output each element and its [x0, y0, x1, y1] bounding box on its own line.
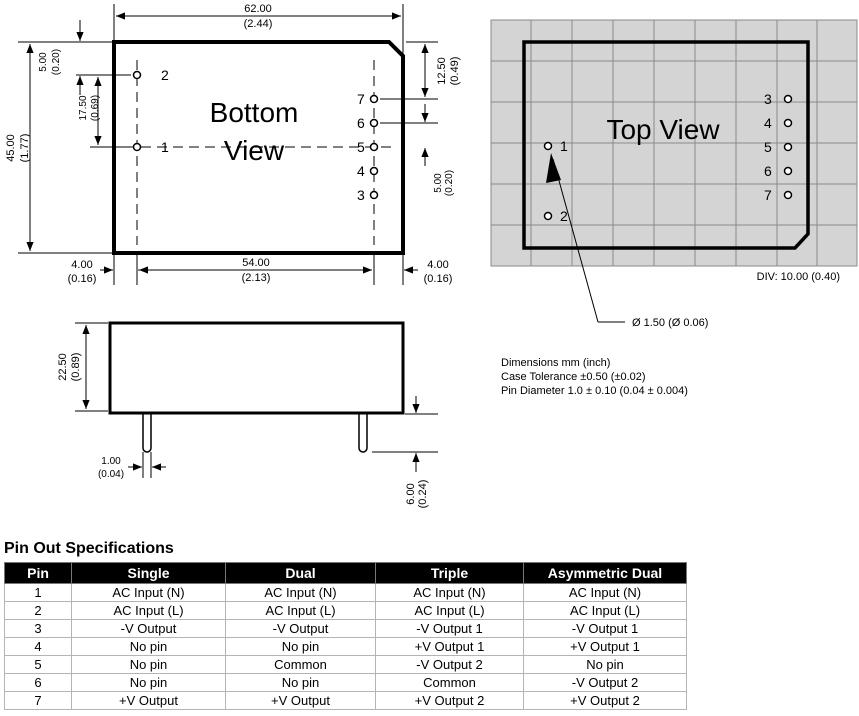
dim-span-in: (2.13): [241, 272, 271, 284]
dim-pin2-top-in: (0.20): [51, 48, 62, 76]
table-cell: AC Input (N): [524, 584, 687, 602]
dim-width-in: (2.44): [243, 18, 273, 30]
table-cell: No pin: [72, 656, 226, 674]
side-view: [75, 323, 438, 478]
table-cell: No pin: [72, 674, 226, 692]
pin-label: 4: [357, 163, 365, 179]
table-cell: -V Output: [226, 620, 376, 638]
table-row: [5, 620, 687, 638]
table-cell: AC Input (N): [376, 584, 524, 602]
table-cell: -V Output 1: [376, 620, 524, 638]
table-cell: +V Output 1: [524, 638, 687, 656]
table-cell: +V Output 1: [376, 638, 524, 656]
table-cell: +V Output: [226, 692, 376, 710]
dimension-notes: [501, 357, 688, 397]
dim-pin-width-mm: 1.00: [101, 456, 121, 467]
pinout-table: [4, 562, 687, 710]
pin-label: 1: [161, 139, 169, 155]
pin-label: 7: [357, 91, 365, 107]
table-cell: -V Output 1: [524, 620, 687, 638]
table-cell: AC Input (L): [226, 602, 376, 620]
table-cell: AC Input (L): [524, 602, 687, 620]
dim-left-margin-mm: 4.00: [71, 259, 93, 271]
note-line: Dimensions mm (inch): [501, 357, 611, 369]
table-cell: 7: [5, 692, 72, 710]
dim-pitch-mm: 5.00: [433, 173, 444, 193]
table-cell: 2: [5, 602, 72, 620]
dim-case-height-in: (0.89): [70, 352, 82, 382]
pin-hole: [371, 120, 378, 127]
table-cell: 3: [5, 620, 72, 638]
pin-label: 1: [560, 138, 568, 154]
table-row: [5, 692, 687, 710]
table-cell: No pin: [72, 638, 226, 656]
side-view-outline: [110, 323, 403, 413]
note-line: Case Tolerance ±0.50 (±0.02): [501, 371, 646, 383]
pin-hole: [371, 168, 378, 175]
dim-right-margin-in: (0.16): [423, 273, 453, 285]
table-cell: +V Output 2: [524, 692, 687, 710]
dim-pin-width-in: (0.04): [97, 469, 125, 480]
pin-hole-diameter: Ø 1.50 (Ø 0.06): [632, 317, 709, 329]
dim-chamfer-in: (0.49): [449, 56, 461, 86]
column-header: Dual: [226, 563, 376, 584]
pin-label: 6: [764, 163, 772, 179]
pin-hole: [545, 213, 552, 220]
table-row: [5, 674, 687, 692]
dim-pin2-top-mm: 5.00: [38, 52, 49, 72]
table-cell: No pin: [226, 638, 376, 656]
pin-hole: [371, 144, 378, 151]
pin-hole: [134, 72, 141, 79]
table-cell: -V Output 2: [376, 656, 524, 674]
pin-leg: [143, 414, 151, 452]
dim-width-mm: 62.00: [244, 3, 272, 15]
dim-height-mm: 45.00: [5, 134, 17, 162]
table-cell: AC Input (L): [72, 602, 226, 620]
dim-pin-length-mm: 6.00: [405, 483, 417, 505]
pin-label: 7: [764, 187, 772, 203]
table-cell: Common: [376, 674, 524, 692]
pin-label: 2: [560, 208, 568, 224]
table-row: [5, 656, 687, 674]
table-cell: +V Output 2: [376, 692, 524, 710]
pinout-title: Pin Out Specifications: [4, 540, 174, 557]
table-row: [5, 638, 687, 656]
dim-pin-offset-mm: 17.50: [78, 95, 89, 121]
table-cell: -V Output: [72, 620, 226, 638]
table-cell: 4: [5, 638, 72, 656]
bottom-view-title-line2: View: [223, 135, 285, 166]
pin-label: 3: [764, 91, 772, 107]
table-cell: 6: [5, 674, 72, 692]
table-cell: 1: [5, 584, 72, 602]
pin-hole: [545, 143, 552, 150]
table-cell: AC Input (L): [376, 602, 524, 620]
pin-label: 5: [764, 139, 772, 155]
pin-label: 2: [161, 67, 169, 83]
table-cell: Common: [226, 656, 376, 674]
pin-hole: [785, 192, 792, 199]
dim-case-height-mm: 22.50: [57, 353, 69, 381]
column-header: Triple: [376, 563, 524, 584]
pin-hole: [785, 96, 792, 103]
pin-hole: [371, 96, 378, 103]
pin-hole: [785, 120, 792, 127]
pin-hole: [785, 168, 792, 175]
column-header: Asymmetric Dual: [524, 563, 687, 584]
dim-pin-offset-in: (0.69): [90, 94, 101, 122]
column-header: Single: [72, 563, 226, 584]
table-cell: AC Input (N): [72, 584, 226, 602]
pin-hole: [785, 144, 792, 151]
note-line: Pin Diameter 1.0 ± 0.10 (0.04 ± 0.004): [501, 385, 688, 397]
dim-height-in: (1.77): [19, 133, 31, 163]
table-cell: 5: [5, 656, 72, 674]
pin-leg: [359, 414, 367, 452]
pin-label: 5: [357, 139, 365, 155]
table-header-row: [5, 563, 687, 584]
bottom-view-title-line1: Bottom: [209, 97, 299, 128]
pin-label: 6: [357, 115, 365, 131]
table-cell: -V Output 2: [524, 674, 687, 692]
table-cell: No pin: [226, 674, 376, 692]
table-cell: +V Output: [72, 692, 226, 710]
column-header: Pin: [5, 563, 72, 584]
table-row: [5, 602, 687, 620]
dim-chamfer-mm: 12.50: [436, 57, 448, 85]
dim-left-margin-in: (0.16): [67, 273, 97, 285]
pin-label: 3: [357, 187, 365, 203]
table-row: [5, 584, 687, 602]
pin-hole: [371, 192, 378, 199]
side-view-labels: [57, 353, 429, 509]
grid-division-label: DIV: 10.00 (0.40): [756, 271, 840, 283]
dim-pitch-in: (0.20): [444, 169, 455, 197]
dim-span-mm: 54.00: [242, 257, 270, 269]
table-cell: No pin: [524, 656, 687, 674]
table-cell: AC Input (N): [226, 584, 376, 602]
pin-label: 4: [764, 115, 772, 131]
dim-pin-length-in: (0.24): [417, 479, 429, 509]
pin-hole: [134, 144, 141, 151]
top-view-title: Top View: [606, 114, 720, 145]
dim-right-margin-mm: 4.00: [427, 259, 449, 271]
